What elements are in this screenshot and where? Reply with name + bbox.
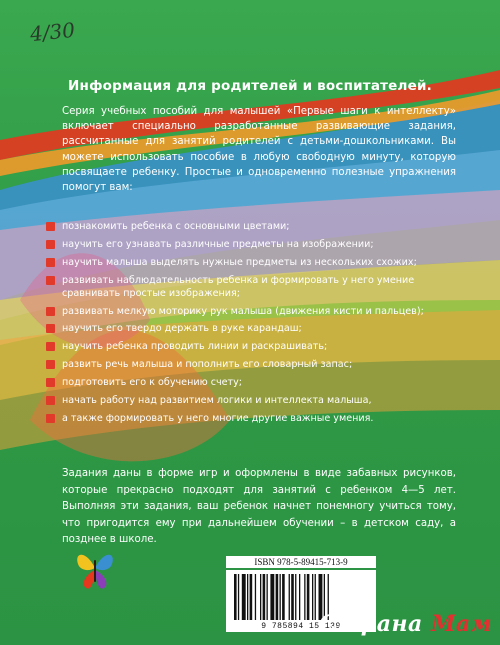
list-item-text: научить его узнавать различные предметы на изображении; bbox=[62, 238, 374, 250]
list-item-text: развить речь малыша и пополнить его словарный запас; bbox=[62, 359, 353, 371]
bullet-icon bbox=[46, 414, 55, 423]
bullet-icon bbox=[46, 276, 55, 285]
list-item-text: развивать мелкую моторику рук малыша (движения кисти и пальцев); bbox=[62, 305, 424, 317]
list-item bbox=[46, 340, 466, 353]
barcode-bar bbox=[250, 574, 253, 620]
barcode-bar bbox=[234, 574, 237, 620]
barcode-digits: 9 785894 157139 bbox=[261, 622, 341, 631]
list-item bbox=[46, 394, 466, 407]
barcode-bar bbox=[280, 574, 281, 620]
barcode-bar bbox=[267, 574, 268, 620]
intro-paragraph: Серия учебных пособий для малышей «Первые шаги к интеллекту» включает специально разработанные развивающие задания, рассчитанные для занятий родителей с детьми-дошкольниками. Вы можете использовать пособие в любую свободную минуту, которую посвящаете ребенку. Простые и одновременно полезные упражнения помогут вам: bbox=[62, 106, 456, 194]
list-item bbox=[46, 220, 466, 233]
barcode-bar bbox=[247, 574, 248, 620]
barcode-bar bbox=[276, 574, 279, 620]
list-item-text: начать работу над развитием логики и интеллекта малыша, bbox=[62, 395, 372, 407]
butterfly-logo-icon bbox=[72, 546, 118, 592]
skills-list bbox=[46, 220, 466, 430]
bullet-icon bbox=[46, 396, 55, 405]
list-item bbox=[46, 238, 466, 251]
barcode-bar bbox=[270, 574, 274, 620]
barcode-bar bbox=[260, 574, 261, 620]
barcode-bar bbox=[238, 574, 239, 620]
watermark-part-2: Мам bbox=[430, 611, 492, 637]
watermark-part-1: Страна bbox=[319, 611, 423, 637]
list-item-text: научить его твердо держать в руке карандаш; bbox=[62, 323, 302, 335]
bullet-icon bbox=[46, 342, 55, 351]
list-item-text: научить ребенка проводить линии и раскрашивать; bbox=[62, 341, 328, 353]
isbn-label: ISBN 978-5-89415-713-9 bbox=[226, 556, 376, 568]
list-item-text: развивать наблюдательность ребенка и формировать у него умение сравнивать простые изображения; bbox=[62, 274, 415, 299]
barcode-bar bbox=[263, 574, 266, 620]
barcode-bar bbox=[312, 574, 313, 620]
list-item-text: подготовить его к обучению счету; bbox=[62, 377, 243, 389]
barcode-bar bbox=[282, 574, 285, 620]
list-item bbox=[46, 358, 466, 371]
list-item bbox=[46, 322, 466, 335]
barcode-bar bbox=[304, 574, 305, 620]
barcode-bar bbox=[291, 574, 294, 620]
list-item-text: научить малыша выделять нужные предметы из нескольких схожих; bbox=[62, 256, 417, 268]
bullet-icon bbox=[46, 378, 55, 387]
list-item bbox=[46, 274, 466, 300]
barcode-bar bbox=[255, 574, 256, 620]
bullet-icon bbox=[46, 222, 55, 231]
list-item bbox=[46, 256, 466, 269]
bullet-icon bbox=[46, 258, 55, 267]
barcode-bar bbox=[242, 574, 246, 620]
outro-paragraph: Задания даны в форме игр и оформлены в виде забавных рисунков, которые прекрасно подходят для занятий с ребенком 4—5 лет. Выполняя эти задания, ваш ребенок начнет понемногу учиться тому, что пригодится ему при дальнейшем обучении – в детском саду, а позднее в школе. bbox=[62, 468, 456, 546]
list-item-text: познакомить ребенка с основными цветами; bbox=[62, 221, 290, 232]
barcode-bar bbox=[307, 574, 310, 620]
barcode-bar bbox=[315, 574, 316, 620]
barcode-bar bbox=[295, 574, 296, 620]
list-item bbox=[46, 376, 466, 389]
site-watermark bbox=[319, 611, 492, 637]
info-title: Информация для родителей и воспитателей. bbox=[68, 78, 432, 94]
barcode-bar bbox=[289, 574, 290, 620]
handwritten-note: 4/30 bbox=[28, 17, 77, 47]
bullet-icon bbox=[46, 307, 55, 316]
bullet-icon bbox=[46, 240, 55, 249]
list-item bbox=[46, 305, 466, 318]
list-item-text: а также формировать у него многие другие важные умения. bbox=[62, 412, 374, 424]
bullet-icon bbox=[46, 324, 55, 333]
barcode-bar bbox=[299, 574, 300, 620]
list-item bbox=[46, 412, 466, 425]
bullet-icon bbox=[46, 360, 55, 369]
